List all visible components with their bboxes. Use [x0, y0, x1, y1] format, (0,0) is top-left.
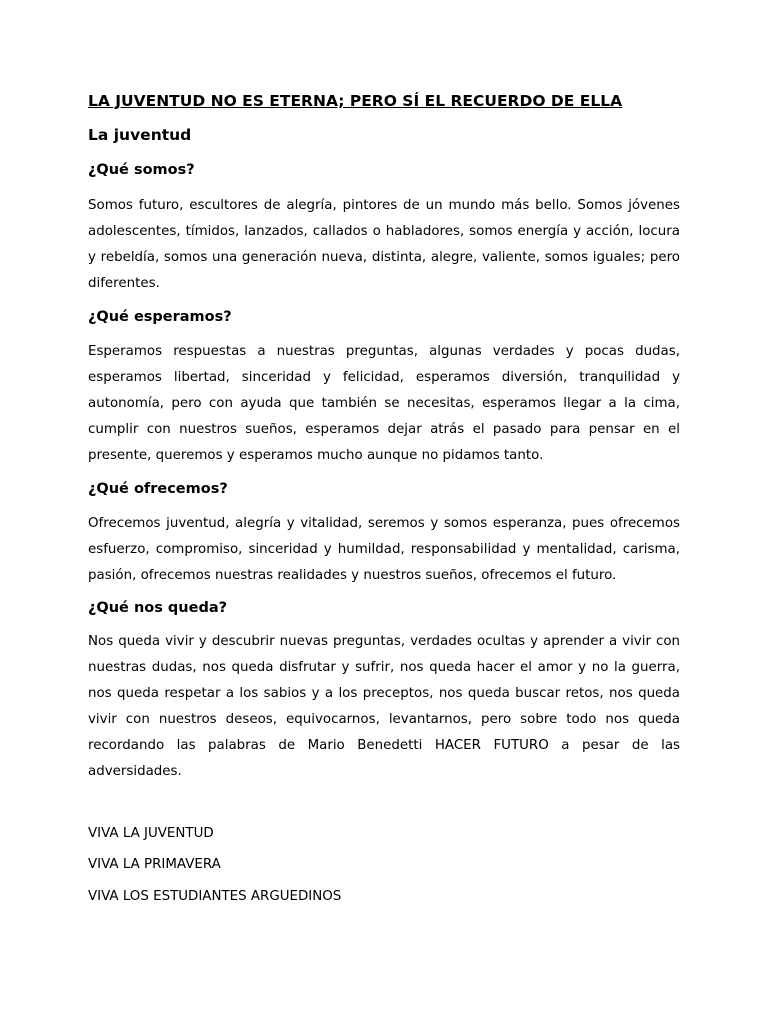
section-question-somos: ¿Qué somos? [88, 162, 195, 178]
closing-line-estudiantes: VIVA LOS ESTUDIANTES ARGUEDINOS [88, 889, 342, 904]
section-question-ofrecemos: ¿Qué ofrecemos? [88, 481, 228, 497]
document-subtitle: La juventud [88, 126, 192, 144]
section-text-esperamos: Esperamos respuestas a nuestras preguntas, algunas verdades y pocas dudas, esperamos libertad, sinceridad y felicidad, esperamos diversión, tranquilidad y autonomía, pero con ayuda que también se necesitas, esperamos llegar a la cima, cumplir con nuestros sueños, esperamos dejar atrás el pasado para pensar en el presente, queremos y esperamos mucho aunque no pidamos tanto. [88, 344, 680, 463]
document-title: LA JUVENTUD NO ES ETERNA; PERO SÍ EL RECUERDO DE ELLA [88, 92, 623, 110]
closing-line-juventud: VIVA LA JUVENTUD [88, 826, 214, 841]
closing-line-primavera: VIVA LA PRIMAVERA [88, 857, 221, 872]
section-text-ofrecemos: Ofrecemos juventud, alegría y vitalidad, seremos y somos esperanza, pues ofrecemos esfuerzo, compromiso, sinceridad y humildad, responsabilidad y mentalidad, carisma, pasión, ofrecemos nuestras realidades y nuestros sueños, ofrecemos el futuro. [88, 516, 680, 583]
section-question-esperamos: ¿Qué esperamos? [88, 309, 232, 325]
section-text-somos: Somos futuro, escultores de alegría, pintores de un mundo más bello. Somos jóvenes adolescentes, tímidos, lanzados, callados o habladores, somos energía y acción, locura y rebeldía, somos una generación nueva, distinta, alegre, valiente, somos iguales; pero diferentes. [88, 198, 680, 291]
section-question-queda: ¿Qué nos queda? [88, 600, 228, 616]
section-text-queda: Nos queda vivir y descubrir nuevas preguntas, verdades ocultas y aprender a vivir con nuestras dudas, nos queda disfrutar y sufrir, nos queda hacer el amor y no la guerra, nos queda respetar a los sabios y a los preceptos, nos queda buscar retos, nos queda vivir con nuestros deseos, equivocarnos, levantarnos, pero sobre todo nos queda recordando las palabras de Mario Benedetti HACER FUTURO a pesar de las adversidades. [88, 634, 680, 779]
